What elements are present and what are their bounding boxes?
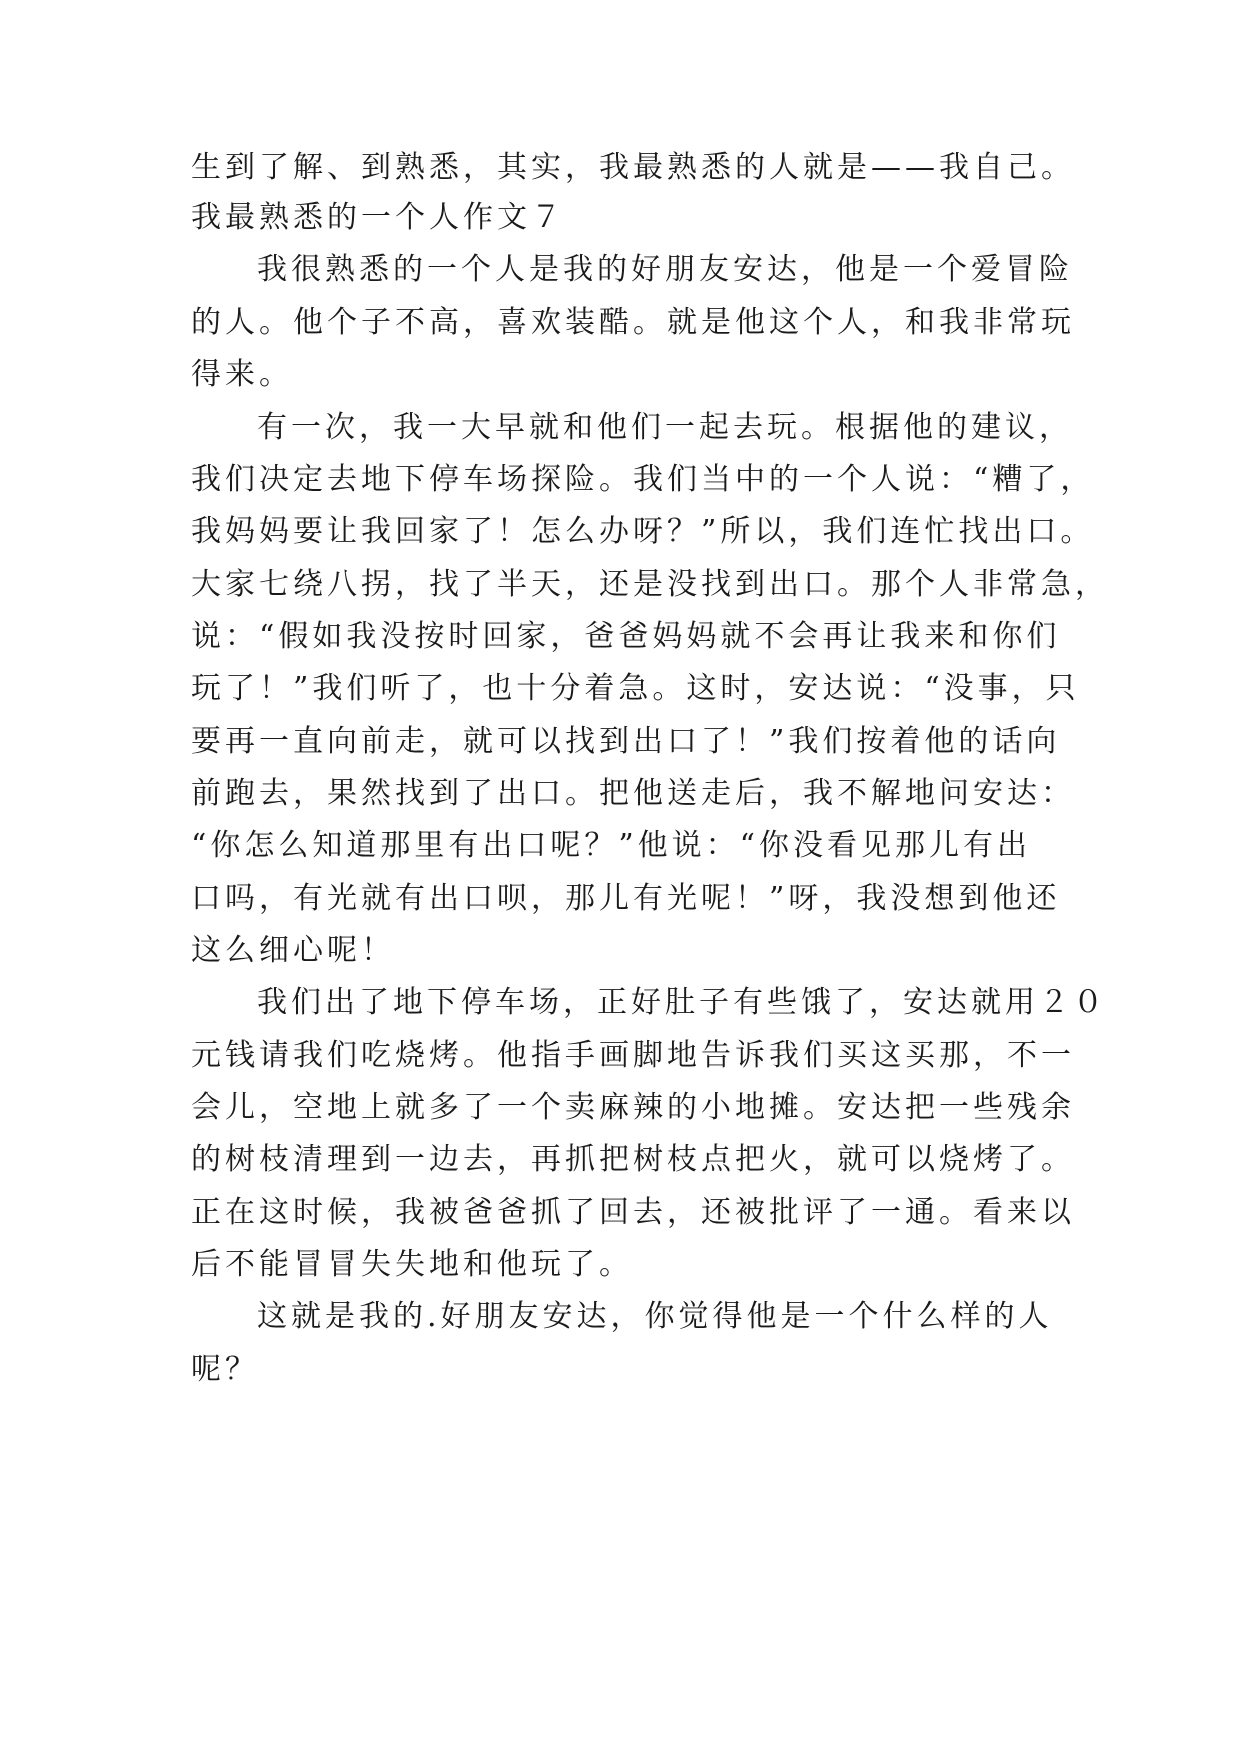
text-line: 前跑去，果然找到了出口。把他送走后，我不解地问安达：	[191, 776, 1075, 811]
text-line: “你怎么知道那里有出口呢？”他说：“你没看见那儿有出	[191, 828, 1032, 863]
text-line: 口吗，有光就有出口呗，那儿有光呢！”呀，我没想到他还	[191, 881, 1061, 916]
text-line: 生到了解、到熟悉，其实，我最熟悉的人就是——我自己。	[191, 150, 1075, 185]
text-line: 后不能冒冒失失地和他玩了。	[191, 1247, 633, 1282]
text-line: 的树枝清理到一边去，再抓把树枝点把火，就可以烧烤了。	[191, 1142, 1075, 1177]
text-line: 玩了！”我们听了，也十分着急。这时，安达说：“没事，只	[191, 671, 1080, 706]
text-line: 这就是我的.好朋友安达，你觉得他是一个什么样的人	[257, 1299, 1053, 1334]
text-line: 会儿，空地上就多了一个卖麻辣的小地摊。安达把一些残余	[191, 1090, 1075, 1125]
text-line: 得来。	[191, 357, 293, 392]
section-heading: 我最熟悉的一个人作文７	[191, 200, 565, 235]
text-line: 我很熟悉的一个人是我的好朋友安达，他是一个爱冒险	[257, 252, 1073, 287]
text-line: 的人。他个子不高，喜欢装酷。就是他这个人，和我非常玩	[191, 305, 1075, 340]
text-line: 要再一直向前走，就可以找到出口了！”我们按着他的话向	[191, 724, 1061, 759]
text-line: 正在这时候，我被爸爸抓了回去，还被批评了一通。看来以	[191, 1195, 1075, 1230]
text-line: 元钱请我们吃烧烤。他指手画脚地告诉我们买这买那，不一	[191, 1038, 1075, 1073]
text-line: 我妈妈要让我回家了！怎么办呀？”所以，我们连忙找出口。	[191, 514, 1095, 549]
text-line: 说：“假如我没按时回家，爸爸妈妈就不会再让我来和你们	[191, 619, 1061, 654]
text-line: 大家七绕八拐，找了半天，还是没找到出口。那个人非常急，	[191, 567, 1109, 602]
text-line: 呢？	[191, 1352, 259, 1387]
text-line: 我们决定去地下停车场探险。我们当中的一个人说：“糟了，	[191, 462, 1095, 497]
text-line: 我们出了地下停车场，正好肚子有些饿了，安达就用２０	[257, 985, 1107, 1020]
text-line: 这么细心呢！	[191, 933, 395, 968]
text-line: 有一次，我一大早就和他们一起去玩。根据他的建议，	[257, 410, 1073, 445]
